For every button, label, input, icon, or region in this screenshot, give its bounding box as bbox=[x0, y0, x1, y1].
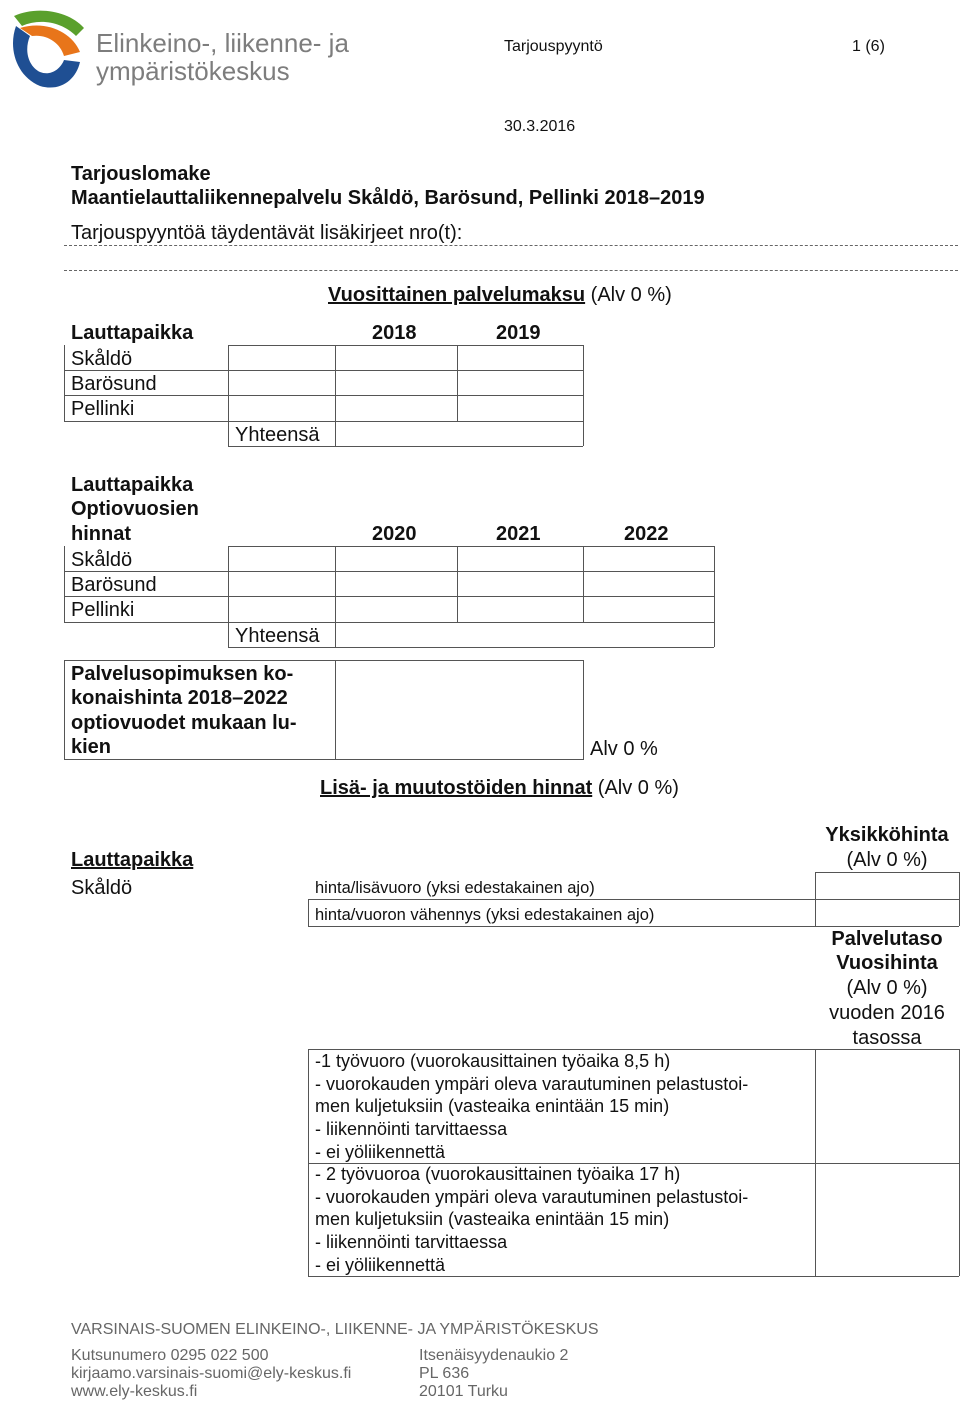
options-cell-total[interactable] bbox=[336, 623, 714, 647]
extra-place: Skåldö bbox=[71, 877, 133, 899]
options-row-barosund: Barösund bbox=[71, 574, 157, 596]
addenda-label: Tarjouspyyntöä täydentävät lisäkirjeet nro(t): bbox=[71, 222, 463, 244]
contract-total-line1: Palvelusopimuksen ko- bbox=[71, 663, 294, 685]
unit-price-header: Yksikköhinta bbox=[825, 824, 949, 846]
footer-email[interactable]: kirjaamo.varsinais-suomi@ely-keskus.fi bbox=[71, 1365, 352, 1382]
unit-price-additional-input[interactable] bbox=[816, 873, 959, 899]
annual-total-label: Yhteensä bbox=[235, 424, 320, 446]
options-cell-pellinki-2021[interactable] bbox=[458, 597, 583, 622]
unit-price-vat: (Alv 0 %) bbox=[846, 849, 928, 871]
annual-heading-vat: (Alv 0 %) bbox=[585, 284, 672, 306]
footer-pobox: PL 636 bbox=[419, 1365, 470, 1382]
service-level-1-line: men kuljetuksiin (vasteaika enintään 15 min) bbox=[315, 1096, 670, 1117]
contract-total-input[interactable] bbox=[335, 660, 584, 760]
annual-price-level-suffix: tasossa bbox=[852, 1027, 922, 1049]
annual-grid bbox=[64, 345, 65, 421]
options-label-2: Optiovuosien bbox=[71, 498, 199, 520]
options-cell-skaldo-2021[interactable] bbox=[458, 547, 583, 571]
annual-grid bbox=[228, 446, 583, 447]
doc-type: Tarjouspyyntö bbox=[504, 38, 603, 55]
service-level-1-line: - liikennöinti tarvittaessa bbox=[315, 1119, 508, 1140]
options-year-2021: 2021 bbox=[496, 523, 541, 545]
form-subtitle: Maantielauttaliikennepalvelu Skåldö, Barösund, Pellinki 2018–2019 bbox=[71, 187, 705, 209]
page-number: 1 (6) bbox=[852, 38, 885, 55]
contract-total-vat: Alv 0 % bbox=[590, 738, 658, 760]
service-level-2-price-input[interactable] bbox=[816, 1164, 959, 1276]
extra-heading-main: Lisä- ja muutostöiden hinnat bbox=[320, 777, 593, 799]
service-level-2-line: - liikennöinti tarvittaessa bbox=[315, 1232, 508, 1253]
footer-street: Itsenäisyydenaukio 2 bbox=[419, 1347, 569, 1364]
service-level-1 bbox=[315, 1050, 810, 1164]
options-row-pellinki: Pellinki bbox=[71, 599, 135, 621]
service-level-2-line: men kuljetuksiin (vasteaika enintään 15 min) bbox=[315, 1209, 670, 1230]
annual-cell-skaldo-2019[interactable] bbox=[458, 346, 583, 370]
service-level-2-line: - 2 työvuoroa (vuorokausittainen työaika 17 h) bbox=[315, 1164, 681, 1184]
annual-year-2018: 2018 bbox=[372, 322, 417, 344]
annual-heading-main: Vuosittainen palvelumaksu bbox=[328, 284, 586, 306]
doc-date: 30.3.2016 bbox=[504, 118, 576, 135]
service-level-2-line: - ei yöliikennettä bbox=[315, 1254, 446, 1275]
annual-year-2019: 2019 bbox=[496, 322, 541, 344]
options-label-3: hinnat bbox=[71, 523, 131, 545]
options-grid bbox=[228, 546, 229, 647]
extra-item-reduction: hinta/vuoron vähennys (yksi edestakainen ajo) bbox=[315, 906, 655, 924]
options-row-skaldo: Skåldö bbox=[71, 549, 133, 571]
annual-cell-pellinki-2019[interactable] bbox=[458, 396, 583, 421]
contract-total-line2: konaishinta 2018–2022 bbox=[71, 687, 288, 709]
annual-price-year-level: vuoden 2016 bbox=[829, 1002, 945, 1024]
options-total-label: Yhteensä bbox=[235, 625, 320, 647]
annual-price-vat: (Alv 0 %) bbox=[846, 977, 928, 999]
footer-web[interactable]: www.ely-keskus.fi bbox=[71, 1383, 198, 1400]
footer-phone: Kutsunumero 0295 022 500 bbox=[71, 1347, 269, 1364]
level-grid bbox=[308, 1049, 309, 1276]
options-year-2020: 2020 bbox=[372, 523, 417, 545]
service-level-2-line: - vuorokauden ympäri oleva varautuminen pelastustoi- bbox=[315, 1186, 749, 1207]
extra-heading bbox=[320, 776, 679, 800]
contract-total-line3: optiovuodet mukaan lu- bbox=[71, 712, 297, 734]
annual-row-pellinki: Pellinki bbox=[71, 398, 135, 420]
form-title: Tarjouslomake bbox=[71, 163, 211, 185]
annual-cell-pellinki-2018[interactable] bbox=[336, 396, 457, 421]
annual-grid bbox=[583, 345, 584, 446]
options-cell-barosund-2022[interactable] bbox=[584, 572, 714, 596]
footer-city: 20101 Turku bbox=[419, 1383, 508, 1400]
extra-grid bbox=[308, 899, 309, 926]
options-cell-pellinki-2022[interactable] bbox=[584, 597, 714, 622]
annual-grid bbox=[228, 345, 229, 446]
annual-row-skaldo: Skåldö bbox=[71, 348, 133, 370]
service-level-1-line: -1 työvuoro (vuorokausittainen työaika 8,5 h) bbox=[315, 1051, 671, 1071]
options-cell-pellinki-2020[interactable] bbox=[336, 597, 457, 622]
options-grid bbox=[228, 647, 714, 648]
options-cell-skaldo-2022[interactable] bbox=[584, 547, 714, 571]
service-level-header: Palvelutaso bbox=[831, 928, 943, 950]
options-year-2022: 2022 bbox=[624, 523, 669, 545]
service-level-1-line: - vuorokauden ympäri oleva varautuminen pelastustoi- bbox=[315, 1073, 749, 1094]
annual-cell-barosund-2018[interactable] bbox=[336, 371, 457, 395]
service-level-1-price-input[interactable] bbox=[816, 1050, 959, 1163]
options-label-1: Lauttapaikka bbox=[71, 474, 194, 496]
addenda-line-1 bbox=[64, 245, 958, 246]
footer-org: VARSINAIS-SUOMEN ELINKEINO-, LIIKENNE- JA YMPÄRISTÖKESKUS bbox=[71, 1321, 599, 1338]
annual-cell-total[interactable] bbox=[336, 422, 583, 446]
annual-col-label: Lauttapaikka bbox=[71, 322, 194, 344]
annual-price-header: Vuosihinta bbox=[836, 952, 938, 974]
extra-place-label: Lauttapaikka bbox=[71, 849, 194, 871]
ely-logo bbox=[6, 6, 88, 90]
addenda-line-2 bbox=[64, 270, 958, 271]
options-grid bbox=[714, 546, 715, 647]
service-level-1-line: - ei yöliikennettä bbox=[315, 1141, 446, 1162]
extra-item-additional: hinta/lisävuoro (yksi edestakainen ajo) bbox=[315, 879, 595, 897]
options-grid bbox=[64, 546, 65, 622]
org-name-line1: Elinkeino-, liikenne- ja bbox=[96, 28, 349, 58]
annual-cell-skaldo-2018[interactable] bbox=[336, 346, 457, 370]
annual-row-barosund: Barösund bbox=[71, 373, 157, 395]
annual-cell-barosund-2019[interactable] bbox=[458, 371, 583, 395]
options-cell-barosund-2021[interactable] bbox=[458, 572, 583, 596]
options-cell-skaldo-2020[interactable] bbox=[336, 547, 457, 571]
ely-logo-icon bbox=[6, 6, 88, 90]
extra-heading-vat: (Alv 0 %) bbox=[592, 777, 679, 799]
unit-price-reduction-input[interactable] bbox=[816, 900, 959, 926]
options-cell-barosund-2020[interactable] bbox=[336, 572, 457, 596]
annual-heading bbox=[328, 283, 672, 307]
service-level-2 bbox=[315, 1163, 810, 1277]
contract-total-line4: kien bbox=[71, 736, 112, 758]
org-name-line2: ympäristökeskus bbox=[96, 56, 290, 86]
